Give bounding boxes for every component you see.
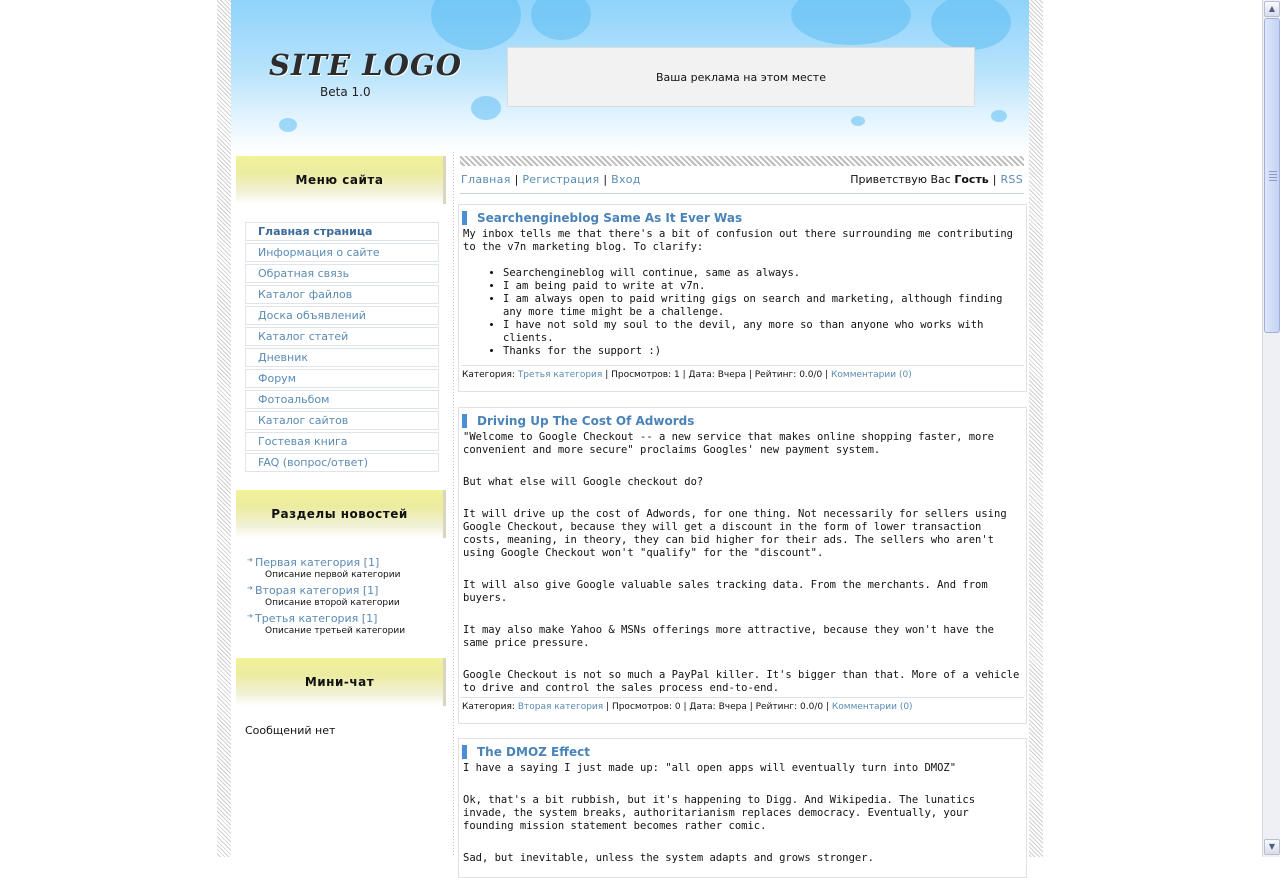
menu-item-board[interactable]: Доска объявлений <box>245 306 439 325</box>
category-label: Первая категория [1] <box>255 556 380 569</box>
category-link[interactable] <box>247 556 379 569</box>
site-logo[interactable]: SITE LOGO <box>269 48 462 82</box>
news-post <box>458 204 1027 392</box>
ad-banner[interactable]: Ваша реклама на этом месте <box>507 47 975 107</box>
guest-name: Гость <box>954 173 989 186</box>
category-description: Описание первой категории <box>265 570 401 580</box>
news-categories <box>247 556 443 640</box>
grip-line <box>1269 171 1277 172</box>
category-label: Третья категория [1] <box>255 612 378 625</box>
post-meta: Категория: Третья категория | Просмотров: 1 | Дата: Вчера | Рейтинг: 0.0/0 | Комментарии (0) <box>461 365 1024 385</box>
header-splash <box>791 0 911 45</box>
category-description: Описание второй категории <box>265 598 400 608</box>
grip-line <box>1269 180 1277 181</box>
post-meta: Категория: Вторая категория | Просмотров: 0 | Дата: Вчера | Рейтинг: 0.0/0 | Комментарии (0) <box>461 697 1024 717</box>
menu-item-photos[interactable]: Фотоальбом <box>245 390 439 409</box>
news-post <box>458 407 1027 724</box>
scroll-up-icon[interactable]: ▲ <box>1264 1 1280 17</box>
menu-item-guestbook[interactable]: Гостевая книга <box>245 432 439 451</box>
arrow-icon: ➔ <box>247 584 253 592</box>
meta-rating: 0.0/0 <box>800 702 824 712</box>
separator: | <box>603 173 608 186</box>
meta-category-link[interactable]: Третья категория <box>517 370 603 380</box>
minichat-title: Мини-чат <box>236 658 446 706</box>
menu-item-sites[interactable]: Каталог сайтов <box>245 411 439 430</box>
menu-title: Меню сайта <box>236 156 446 204</box>
post-body <box>459 762 1026 865</box>
menu-item-files[interactable]: Каталог файлов <box>245 285 439 304</box>
header-splash <box>431 0 521 50</box>
header-splash <box>931 0 1011 50</box>
list-item: • I am being paid to write at v7n. <box>503 280 1022 293</box>
header-splash <box>279 118 297 132</box>
post-body <box>459 228 1026 358</box>
user-links <box>461 173 641 186</box>
menu-item-diary[interactable]: Дневник <box>245 348 439 367</box>
list-item: • Thanks for the support :) <box>503 345 1022 358</box>
page-frame <box>217 0 1043 864</box>
meta-rating-label: Рейтинг: <box>755 702 798 712</box>
separator: | <box>514 173 519 186</box>
vertical-scrollbar[interactable] <box>1262 0 1280 857</box>
post-paragraph: Sad, but inevitable, unless the system adapts and grows stronger. <box>463 852 874 864</box>
post-body <box>459 431 1026 695</box>
site-menu <box>245 222 439 474</box>
post-intro: My inbox tells me that there's a bit of confusion out there surrounding me contributing to the v7n marketing blog. To clarify: <box>463 228 1013 253</box>
minichat-empty: Сообщений нет <box>245 724 336 737</box>
top-navigation <box>460 172 1024 194</box>
meta-date: Вчера <box>717 370 746 380</box>
arrow-icon: ➔ <box>247 612 253 620</box>
post-title[interactable]: Driving Up The Cost Of Adwords <box>459 411 1026 431</box>
separator: | <box>992 173 997 186</box>
meta-category-label: Категория: <box>462 370 515 380</box>
category-label: Вторая категория [1] <box>255 584 379 597</box>
post-paragraph: It may also make Yahoo & MSNs offerings more attractive, because they won't have the same price pressure. <box>463 624 995 649</box>
meta-rating-label: Рейтинг: <box>754 370 797 380</box>
column-divider <box>453 152 454 857</box>
meta-rating: 0.0/0 <box>799 370 823 380</box>
hatch-strip <box>460 156 1024 166</box>
post-title[interactable]: Searchengineblog Same As It Ever Was <box>459 208 1026 228</box>
post-paragraph: Ok, that's a bit rubbish, but it's happening to Digg. And Wikipedia. The lunatics invade, the system breaks, authoritarianism replaces democracy. Eventually, your founding mission statement becomes rather comic. <box>463 794 976 832</box>
sections-title: Разделы новостей <box>236 490 446 538</box>
list-item: • I am always open to paid writing gigs on search and marketing, although finding any more time might be a challenge. <box>503 293 1022 319</box>
menu-item-about[interactable]: Информация о сайте <box>245 243 439 262</box>
meta-comments-link[interactable]: Комментарии (0) <box>831 370 912 380</box>
post-bullet-list <box>503 267 1022 358</box>
list-item: • Searchengineblog will continue, same as always. <box>503 267 1022 280</box>
greeting-block <box>850 173 1023 186</box>
list-item: • I have not sold my soul to the devil, any more so than anyone who works with clients. <box>503 319 1022 345</box>
arrow-icon: ➔ <box>247 556 253 564</box>
site-version: Beta 1.0 <box>320 85 371 99</box>
site-header <box>231 0 1029 152</box>
meta-views: 0 <box>674 702 681 712</box>
post-paragraph: Google Checkout is not so much a PayPal killer. It's bigger than that. More of a vehicle to drive and control the sales process end-to-end. <box>463 669 1020 694</box>
scrollbar-thumb[interactable] <box>1264 18 1280 333</box>
nav-home-link[interactable]: Главная <box>461 173 511 186</box>
header-splash <box>991 110 1007 122</box>
menu-item-articles[interactable]: Каталог статей <box>245 327 439 346</box>
header-splash <box>851 116 865 126</box>
scroll-down-icon[interactable]: ▼ <box>1264 839 1280 855</box>
meta-date: Вчера <box>718 702 747 712</box>
header-splash <box>471 96 501 120</box>
menu-item-forum[interactable]: Форум <box>245 369 439 388</box>
post-paragraph: "Welcome to Google Checkout -- a new service that makes online shopping faster, more convenient and more secure" proclaims Googles' new payment system. <box>463 431 995 456</box>
rss-link[interactable]: RSS <box>1000 173 1023 186</box>
header-splash <box>531 0 591 40</box>
nav-register-link[interactable]: Регистрация <box>522 173 600 186</box>
category-item <box>247 556 443 581</box>
meta-views-label: Просмотров: <box>611 702 672 712</box>
meta-category-label: Категория: <box>462 702 515 712</box>
menu-item-home[interactable]: Главная страница <box>245 222 439 241</box>
grip-line <box>1269 174 1277 175</box>
meta-category-link[interactable]: Вторая категория <box>517 702 604 712</box>
meta-date-label: Дата: <box>689 702 716 712</box>
menu-item-feedback[interactable]: Обратная связь <box>245 264 439 283</box>
news-post <box>458 738 1027 878</box>
meta-views-label: Просмотров: <box>611 370 672 380</box>
meta-comments-link[interactable]: Комментарии (0) <box>831 702 913 712</box>
category-link[interactable] <box>247 584 378 597</box>
category-description: Описание третьей категории <box>265 626 406 636</box>
category-item <box>247 612 443 637</box>
menu-item-faq[interactable]: FAQ (вопрос/ответ) <box>245 453 439 472</box>
post-paragraph: I have a saying I just made up: "all open apps will eventually turn into DMOZ" <box>463 762 957 774</box>
meta-views: 1 <box>674 370 680 380</box>
grip-line <box>1269 177 1277 178</box>
page-content <box>231 0 1029 864</box>
nav-login-link[interactable]: Вход <box>611 173 641 186</box>
post-paragraph: It will drive up the cost of Adwords, for one thing. Not necessarily for sellers using Google Checkout, because they will get a discount in the form of lower transaction costs, meaning, in theory, they can bid higher for their ads. The sellers who aren't using Google Checkout won't "qualify" for the "discount". <box>463 508 1007 559</box>
category-item <box>247 584 443 609</box>
post-paragraph: It will also give Google valuable sales tracking data. From the merchants. And from buyers. <box>463 579 988 604</box>
meta-date-label: Дата: <box>688 370 715 380</box>
category-link[interactable] <box>247 612 377 625</box>
post-paragraph: But what else will Google checkout do? <box>463 476 704 488</box>
greeting-text: Приветствую Вас <box>850 173 951 186</box>
post-title[interactable]: The DMOZ Effect <box>459 742 1026 762</box>
